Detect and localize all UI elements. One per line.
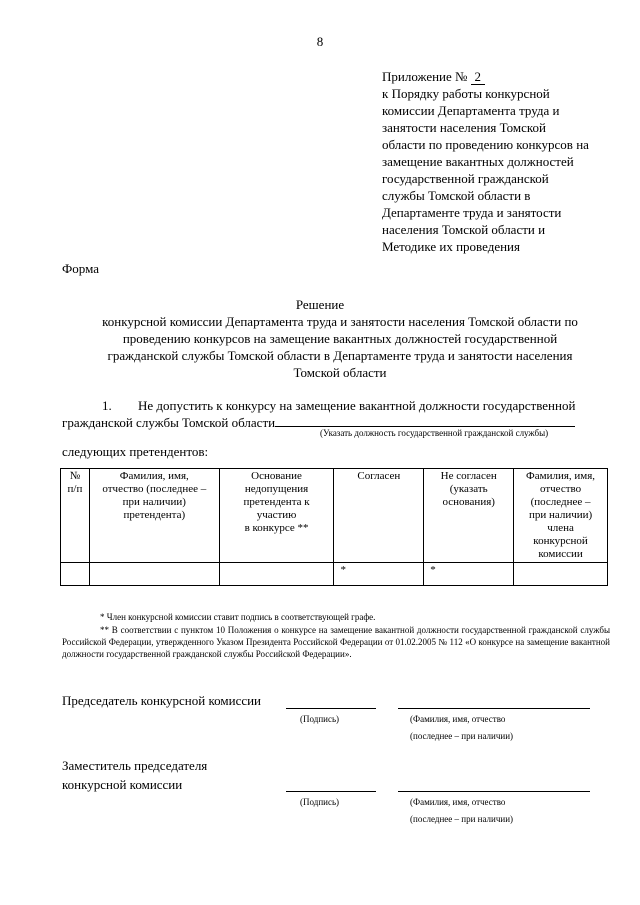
chairman-name-line[interactable] — [398, 708, 590, 709]
appendix-line: области по проведению конкурсов на — [382, 137, 589, 152]
paragraph-number: 1. — [102, 398, 112, 413]
footnote-2: ** В соответствии с пунктом 10 Положения о конкурсе на замещение вакантной должности государственной гражданской службы Российской Федерации, утвержденного Указом Президента Российской Федерации от 01.02.2005 № 112 «О конкурсе на замещение вакантной должности государственной гражданской службы Российской Федерации». — [62, 625, 610, 659]
position-hint: (Указать должность государственной гражданской службы) — [320, 428, 549, 438]
appendix-line: населения Томской области и — [382, 222, 546, 237]
position-fill-line[interactable] — [275, 414, 575, 427]
appendix-line: замещение вакантных должностей — [382, 154, 574, 169]
decision-title: Решение — [295, 297, 345, 312]
candidates-table — [60, 468, 608, 586]
paragraph-text-2: гражданской службы Томской области — [62, 415, 276, 430]
chairman-label: Председатель конкурсной комиссии — [62, 693, 262, 708]
deputy-name-line[interactable] — [398, 791, 590, 792]
page-number: 8 — [316, 34, 324, 49]
deputy-label-1: Заместитель председателя — [62, 758, 208, 773]
following-candidates-label: следующих претендентов: — [62, 444, 209, 459]
appendix-line: к Порядку работы конкурсной — [382, 86, 550, 101]
paragraph-text-1: Не допустить к конкурсу на замещение вакантной должности государственной — [138, 398, 576, 413]
decision-line: гражданской службы Томской области в Департаменте труда и занятости населения — [107, 348, 573, 363]
appendix-number: 2 — [471, 70, 485, 85]
deputy-label-2: конкурсной комиссии — [62, 777, 183, 792]
cell-agree[interactable]: * — [334, 563, 424, 586]
header-member-name: Фамилия, имя, отчество (последнее – при наличии) члена конкурсной комиссии — [514, 469, 608, 563]
appendix-line: службы Томской области в — [382, 188, 531, 203]
decision-line: проведению конкурсов на замещение вакантных должностей государственной — [122, 331, 558, 346]
appendix-line: занятости населения Томской — [382, 120, 546, 135]
table-row — [61, 563, 608, 586]
form-label: Форма — [62, 261, 99, 276]
appendix-block — [382, 68, 632, 255]
chairman-signature-hint: (Подпись) — [300, 714, 340, 724]
deputy-signature-hint: (Подпись) — [300, 797, 340, 807]
deputy-signature-line[interactable] — [286, 791, 376, 792]
decision-line: конкурсной комиссии Департамента труда и занятости населения Томской области по — [102, 314, 578, 329]
decision-body — [80, 313, 600, 381]
appendix-line: Департаменте труда и занятости — [382, 205, 562, 220]
header-number: № п/п — [61, 469, 90, 563]
cell-candidate-name[interactable] — [89, 563, 219, 586]
cell-number[interactable] — [61, 563, 90, 586]
header-candidate-name: Фамилия, имя, отчество (последнее – при наличии) претендента) — [89, 469, 219, 563]
chairman-name-hint-1: (Фамилия, имя, отчество — [410, 714, 506, 724]
appendix-line: Методике их проведения — [382, 239, 520, 254]
deputy-name-hint-2: (последнее – при наличии) — [410, 814, 514, 824]
appendix-heading — [382, 68, 632, 85]
decision-line: Томской области — [293, 365, 387, 380]
header-disagree: Не согласен (указать основания) — [424, 469, 514, 563]
cell-member-name[interactable] — [514, 563, 608, 586]
header-reason: Основание недопущения претендента к участию в конкурсе ** — [219, 469, 334, 563]
table-header-row — [61, 469, 608, 563]
cell-reason[interactable] — [219, 563, 334, 586]
chairman-name-hint-2: (последнее – при наличии) — [410, 731, 514, 741]
paragraph-1-line1 — [62, 397, 617, 414]
appendix-prefix: Приложение № — [382, 69, 468, 84]
appendix-line: комиссии Департамента труда и — [382, 103, 560, 118]
cell-disagree[interactable]: * — [424, 563, 514, 586]
deputy-name-hint-1: (Фамилия, имя, отчество — [410, 797, 506, 807]
appendix-line: государственной гражданской — [382, 171, 549, 186]
footnote-1: * Член конкурсной комиссии ставит подпись в соответствующей графе. — [100, 612, 376, 622]
chairman-signature-line[interactable] — [286, 708, 376, 709]
header-agree: Согласен — [334, 469, 424, 563]
